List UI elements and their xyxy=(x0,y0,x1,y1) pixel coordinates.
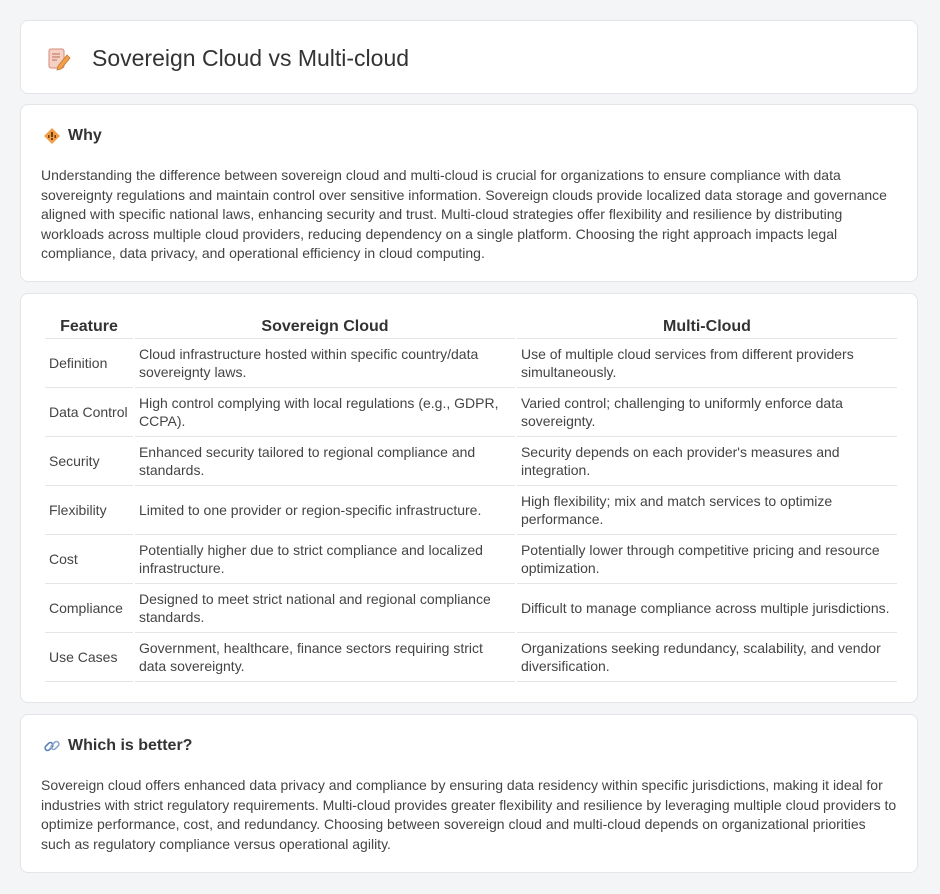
table-row xyxy=(45,486,897,535)
sovereign-cell: Enhanced security tailored to regional compliance and standards. xyxy=(135,437,515,486)
header-feature: Feature xyxy=(45,316,133,339)
feature-cell: Flexibility xyxy=(45,486,133,535)
table-row xyxy=(45,535,897,584)
sovereign-cell: High control complying with local regulations (e.g., GDPR, CCPA). xyxy=(135,388,515,437)
why-card xyxy=(20,104,918,282)
multicloud-cell: Difficult to manage compliance across multiple jurisdictions. xyxy=(517,584,897,633)
header-sovereign-cloud: Sovereign Cloud xyxy=(135,316,515,339)
feature-cell: Security xyxy=(45,437,133,486)
sovereign-cell: Potentially higher due to strict compliance and localized infrastructure. xyxy=(135,535,515,584)
multicloud-cell: Use of multiple cloud services from different providers simultaneously. xyxy=(517,339,897,388)
document-pencil-icon xyxy=(47,46,71,72)
why-heading: Why xyxy=(68,127,102,144)
table-row xyxy=(45,584,897,633)
link-icon xyxy=(43,737,61,755)
table-row xyxy=(45,633,897,682)
comparison-table xyxy=(43,316,899,682)
better-heading: Which is better? xyxy=(68,737,193,754)
better-text: Sovereign cloud offers enhanced data privacy and compliance by ensuring data residency within specific jurisdictions, making it ideal for industries with strict regulatory requirements. Multi-cloud provides greater flexibility and resilience by leveraging multiple cloud providers to optimize performance, cost, and redundancy. Choosing between sovereign cloud and multi-cloud depends on organizational priorities such as regulatory compliance versus operational agility. xyxy=(41,777,897,852)
table-header-row xyxy=(45,316,897,339)
why-header xyxy=(43,127,102,145)
multicloud-cell: Organizations seeking redundancy, scalability, and vendor diversification. xyxy=(517,633,897,682)
sovereign-cell: Designed to meet strict national and regional compliance standards. xyxy=(135,584,515,633)
which-is-better-card xyxy=(20,714,918,873)
sovereign-cell: Government, healthcare, finance sectors requiring strict data sovereignty. xyxy=(135,633,515,682)
feature-cell: Cost xyxy=(45,535,133,584)
comparison-card xyxy=(20,293,918,703)
title-card xyxy=(20,20,918,94)
sovereign-cell: Limited to one provider or region-specific infrastructure. xyxy=(135,486,515,535)
multicloud-cell: Varied control; challenging to uniformly enforce data sovereignty. xyxy=(517,388,897,437)
multicloud-cell: High flexibility; mix and match services to optimize performance. xyxy=(517,486,897,535)
table-row xyxy=(45,339,897,388)
header-multi-cloud: Multi-Cloud xyxy=(517,316,897,339)
feature-cell: Compliance xyxy=(45,584,133,633)
better-header xyxy=(43,737,192,755)
table-row xyxy=(45,437,897,486)
sovereign-cell: Cloud infrastructure hosted within specific country/data sovereignty laws. xyxy=(135,339,515,388)
feature-cell: Definition xyxy=(45,339,133,388)
feature-cell: Data Control xyxy=(45,388,133,437)
title-row xyxy=(47,45,409,72)
multicloud-cell: Security depends on each provider's measures and integration. xyxy=(517,437,897,486)
why-text: Understanding the difference between sovereign cloud and multi-cloud is crucial for organizations to ensure compliance with data sovereignty regulations and maintain control over sensitive information. Sovereign clouds provide localized data storage and governance aligned with specific national laws, enhancing security and trust. Multi-cloud strategies offer flexibility and resilience by distributing workloads across multiple cloud providers, reducing dependency on a single platform. Choosing the right approach impacts legal compliance, data privacy, and operational efficiency in cloud computing. xyxy=(41,167,887,262)
table-row xyxy=(45,388,897,437)
feature-cell: Use Cases xyxy=(45,633,133,682)
page-title: Sovereign Cloud vs Multi-cloud xyxy=(92,45,410,71)
multicloud-cell: Potentially lower through competitive pricing and resource optimization. xyxy=(517,535,897,584)
diamond-signal-icon xyxy=(43,127,61,145)
